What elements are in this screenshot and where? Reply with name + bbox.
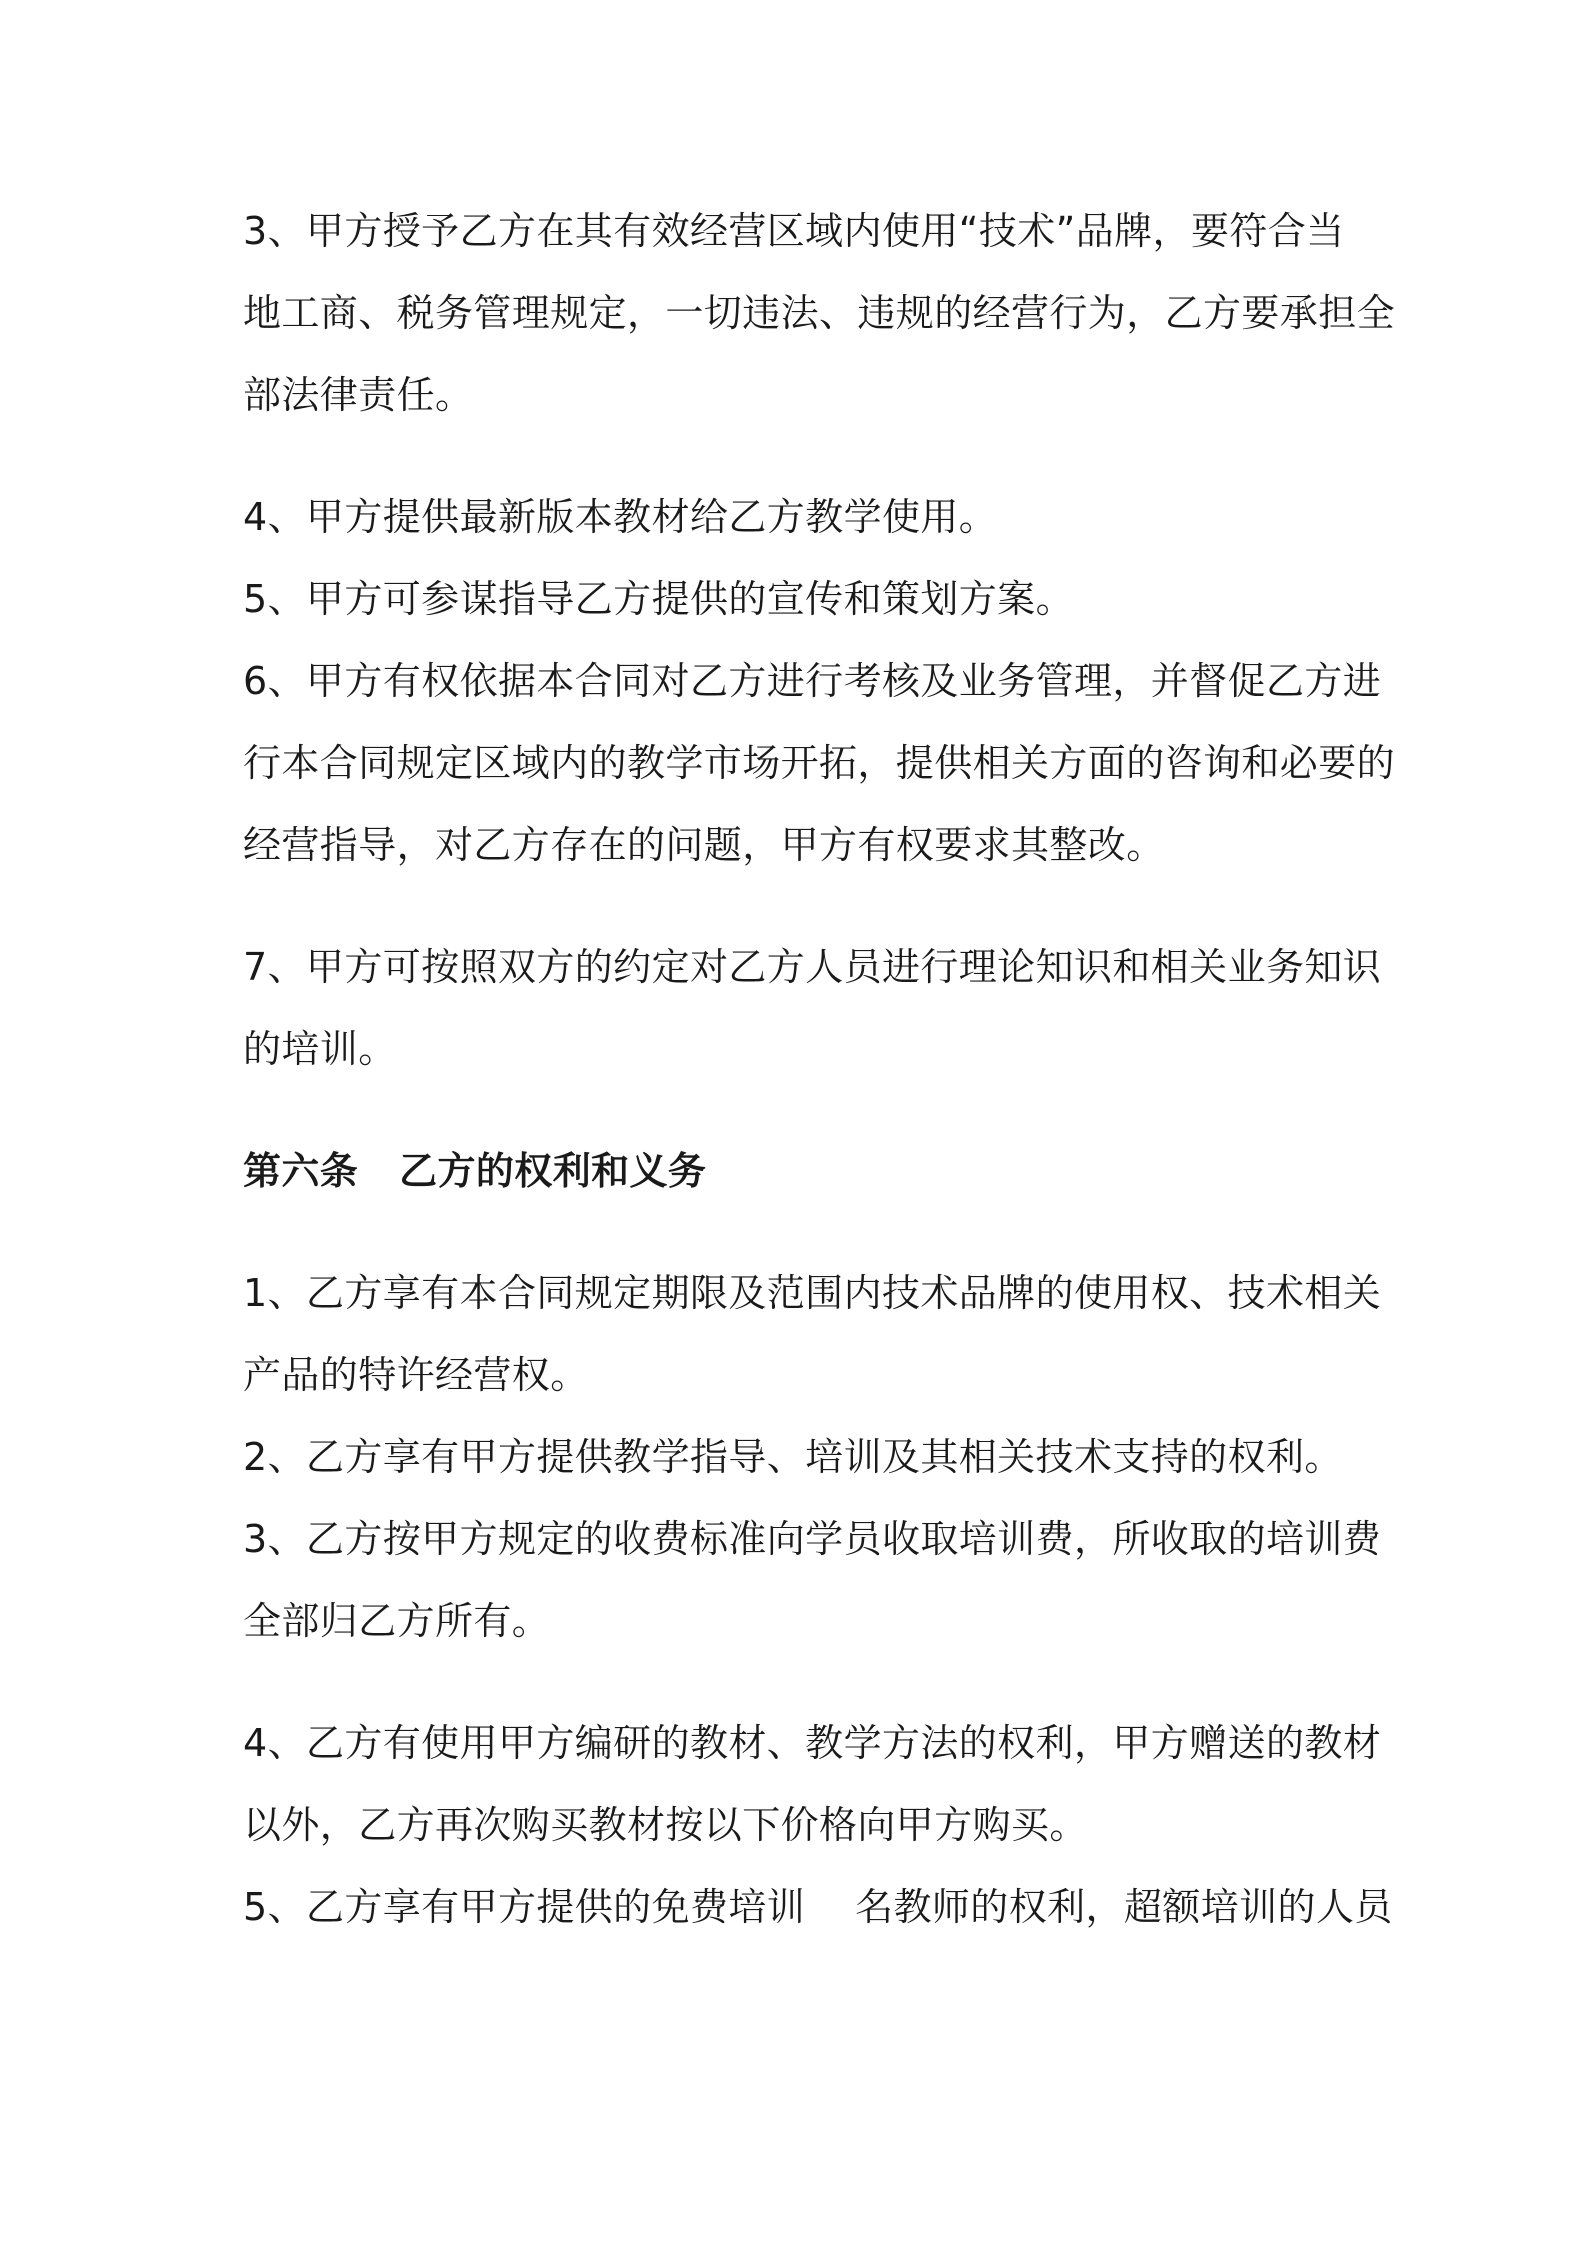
- clause6-item1-line1: 1、乙方享有本合同规定期限及范围内技术品牌的使用权、技术相关: [243, 1271, 1382, 1315]
- clause5-item6-line1: 6、甲方有权依据本合同对乙方进行考核及业务管理，并督促乙方进: [243, 659, 1382, 703]
- clause6-item4-line2: 以外，乙方再次购买教材按以下价格向甲方购买。: [243, 1803, 1088, 1847]
- clause5-item4-line1: 4、甲方提供最新版本教材给乙方教学使用。: [243, 495, 998, 539]
- clause5-item6-line3: 经营指导，对乙方存在的问题，甲方有权要求其整改。: [243, 823, 1165, 867]
- clause5-item7-line1: 7、甲方可按照双方的约定对乙方人员进行理论知识和相关业务知识: [243, 945, 1382, 989]
- clause5-item6-line2: 行本合同规定区域内的教学市场开拓，提供相关方面的咨询和必要的: [243, 741, 1396, 785]
- clause6-item4-line1: 4、乙方有使用甲方编研的教材、教学方法的权利，甲方赠送的教材: [243, 1721, 1382, 1765]
- clause5-item7-line2: 的培训。: [243, 1027, 397, 1071]
- clause6-item5-line1: 5、乙方享有甲方提供的免费培训 名教师的权利，超额培训的人员: [243, 1885, 1393, 1929]
- clause6-item2-line1: 2、乙方享有甲方提供教学指导、培训及其相关技术支持的权利。: [243, 1435, 1343, 1479]
- clause5-item3-line3: 部法律责任。: [243, 373, 474, 417]
- clause5-item3-line1: 3、甲方授予乙方在其有效经营区域内使用“技术”品牌，要符合当: [243, 209, 1345, 253]
- clause5-item3-line2: 地工商、税务管理规定，一切违法、违规的经营行为，乙方要承担全: [243, 291, 1396, 335]
- clause6-heading: 第六条 乙方的权利和义务: [243, 1149, 707, 1193]
- clause6-item3-line1: 3、乙方按甲方规定的收费标准向学员收取培训费，所收取的培训费: [243, 1517, 1382, 1561]
- clause5-item5-line1: 5、甲方可参谋指导乙方提供的宣传和策划方案。: [243, 577, 1074, 621]
- clause6-item3-line2: 全部归乙方所有。: [243, 1599, 551, 1643]
- clause6-item1-line2: 产品的特许经营权。: [243, 1353, 589, 1397]
